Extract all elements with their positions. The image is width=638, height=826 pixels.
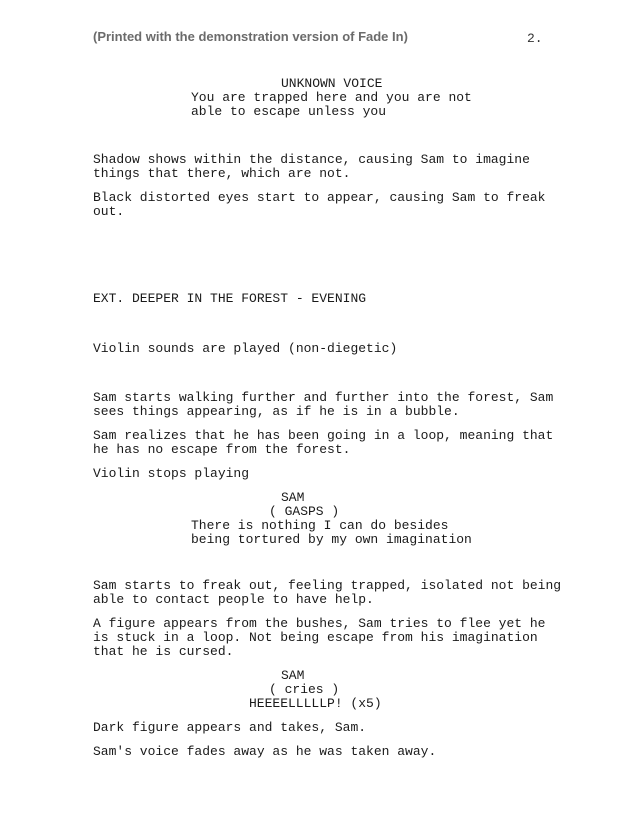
dialogue-line: able to escape unless you — [191, 104, 387, 119]
character-name: SAM — [281, 668, 305, 683]
watermark: (Printed with the demonstration version of Fade In) — [93, 29, 408, 44]
action-line: things that there, which are not. — [93, 166, 351, 181]
action-line: sees things appearing, as if he is in a bubble. — [93, 404, 460, 419]
action-line: Sam starts to freak out, feeling trapped, isolated not being — [93, 578, 562, 593]
action-line: Sam realizes that he has been going in a loop, meaning that — [93, 428, 554, 443]
parenthetical: ( GASPS ) — [269, 504, 340, 519]
action-line: Sam starts walking further and further into the forest, Sam — [93, 390, 554, 405]
action-line: Shadow shows within the distance, causing Sam to imagine — [93, 152, 530, 167]
action-line: that he is cursed. — [93, 644, 234, 659]
action-line: he has no escape from the forest. — [93, 442, 351, 457]
scene-heading: EXT. DEEPER IN THE FOREST - EVENING — [93, 291, 367, 306]
parenthetical: ( cries ) — [269, 682, 340, 697]
action-line: out. — [93, 204, 125, 219]
dialogue-line: being tortured by my own imagination — [191, 532, 472, 547]
action-line: Violin sounds are played (non-diegetic) — [93, 341, 398, 356]
action-line: Dark figure appears and takes, Sam. — [93, 720, 367, 735]
page-number: 2. — [527, 31, 543, 46]
character-name: UNKNOWN VOICE — [281, 76, 383, 91]
action-line: A figure appears from the bushes, Sam tries to flee yet he — [93, 616, 546, 631]
dialogue-line: There is nothing I can do besides — [191, 518, 449, 533]
dialogue-line: HEEEELLLLLP! (x5) — [249, 696, 382, 711]
action-line: able to contact people to have help. — [93, 592, 374, 607]
dialogue-line: You are trapped here and you are not — [191, 90, 472, 105]
action-line: Violin stops playing — [93, 466, 250, 481]
action-line: Sam's voice fades away as he was taken away. — [93, 744, 437, 759]
character-name: SAM — [281, 490, 305, 505]
action-line: Black distorted eyes start to appear, causing Sam to freak — [93, 190, 546, 205]
action-line: is stuck in a loop. Not being escape from his imagination — [93, 630, 538, 645]
